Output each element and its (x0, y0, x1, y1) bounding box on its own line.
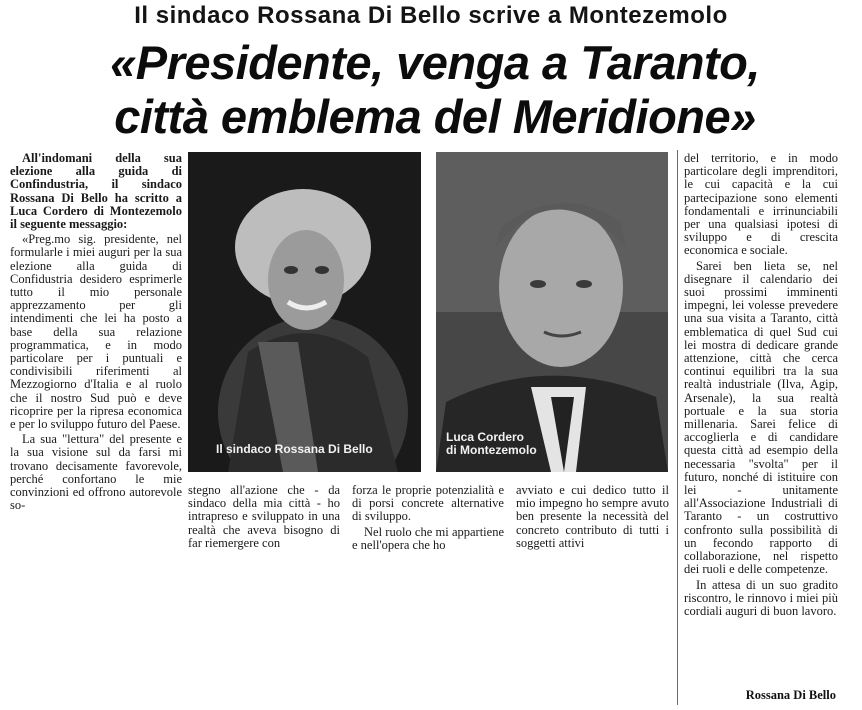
col2-paragraph: stegno all'azione che - da sindaco della mia città - ho intrapreso e sviluppato in una realtà che aveva bisogno di far riemergere con (188, 483, 340, 550)
caption-right (446, 431, 537, 457)
caption-left: Il sindaco Rossana Di Bello (216, 442, 373, 456)
signature: Rossana Di Bello (745, 688, 836, 702)
col4-paragraph: avviato e cui dedico tutto il mio impegno ho sempre avuto ben presente la necessità del concreto contributo di tutti i soggetti attivi (516, 483, 669, 550)
caption-right-line-1: Luca Cordero (446, 430, 525, 444)
article-kicker: Il sindaco Rossana Di Bello scrive a Montezemolo (134, 2, 728, 29)
portrait-man-image (436, 152, 668, 472)
column-4 (516, 484, 669, 550)
col3-paragraph-2: Nel ruolo che mi appartiene e nell'opera che ho (352, 524, 504, 552)
caption-right-line-2: di Montezemolo (446, 443, 537, 457)
col3-paragraph-1: forza le proprie potenzialità e di porsi concrete alternative di sviluppo. (352, 483, 504, 524)
col1-paragraph-2: La sua "lettura" del presente e la sua visione sul da farsi mi trovano decisamente favorevole, perché confortano le mie convinzioni ed offrono autorevole so- (10, 432, 182, 513)
intro-paragraph: All'indomani della sua elezione alla guida di Confindustria, il sindaco Rossana Di Bello ha scritto a Luca Cordero di Montezemolo il seguente messaggio: (10, 151, 182, 232)
photo-montezemolo (436, 152, 668, 472)
portrait-woman-image (188, 152, 421, 472)
headline-line-1: «Presidente, venga a Taranto, (110, 36, 760, 89)
column-2 (188, 484, 340, 550)
headline-line-2: città emblema del Meridione» (114, 90, 756, 143)
col5-paragraph-1: del territorio, e in modo particolare degli imprenditori, le cui capacità e la cui partecipazione sono elementi fondamentali e irrinunciabili per una qualsiasi ipotesi di sviluppo e di crescita economica e sociale. (684, 151, 838, 258)
photo-rossana-di-bello (188, 152, 421, 472)
col5-paragraph-3: In attesa di un suo gradito riscontro, le rinnovo i miei più cordiali auguri di buon lavoro. (684, 577, 838, 618)
col1-paragraph-1: «Preg.mo sig. presidente, nel formularle i miei auguri per la sua elezione alla guida di Confidustria desidero esprimerle tutto il mio personale apprezzamento per gli intendimenti che lei ha posto a base della sua relazione programmatica, e in modo particolare per i puntuali e condivisibili riferimenti al Mezzogiorno d'Italia e al ruolo che il nostro Sud può e deve ricoprire per la ripresa economica e per lo sviluppo futuro del Paese. (10, 232, 182, 432)
column-rule (677, 150, 678, 705)
col5-paragraph-2: Sarei ben lieta se, nel disegnare il calendario dei suoi prossimi imminenti impegni, lei volesse prevedere una sua visita a Taranto, città emblematica di quel Sud cui lei mostra di dedicare grande attenzione, città che cerca continui equilibri tra la sua realtà industriale (Ilva, Agip, Arsenale), la sua realtà portuale e la sua storia millenaria. Sarei felice di accoglierla e di candidare questa città ad esempio della necessaria "svolta" per il futuro, nonché di istituire con lei - unitamente all'Associazione Industriali di Taranto - un costruttivo confronto sulla possibilità di un fecondo rapporto di collaborazione, nel rispetto dei ruoli e delle competenze. (684, 258, 838, 577)
column-3 (352, 484, 504, 552)
column-1 (10, 152, 182, 512)
column-5 (684, 152, 838, 618)
article-headline (20, 36, 850, 144)
